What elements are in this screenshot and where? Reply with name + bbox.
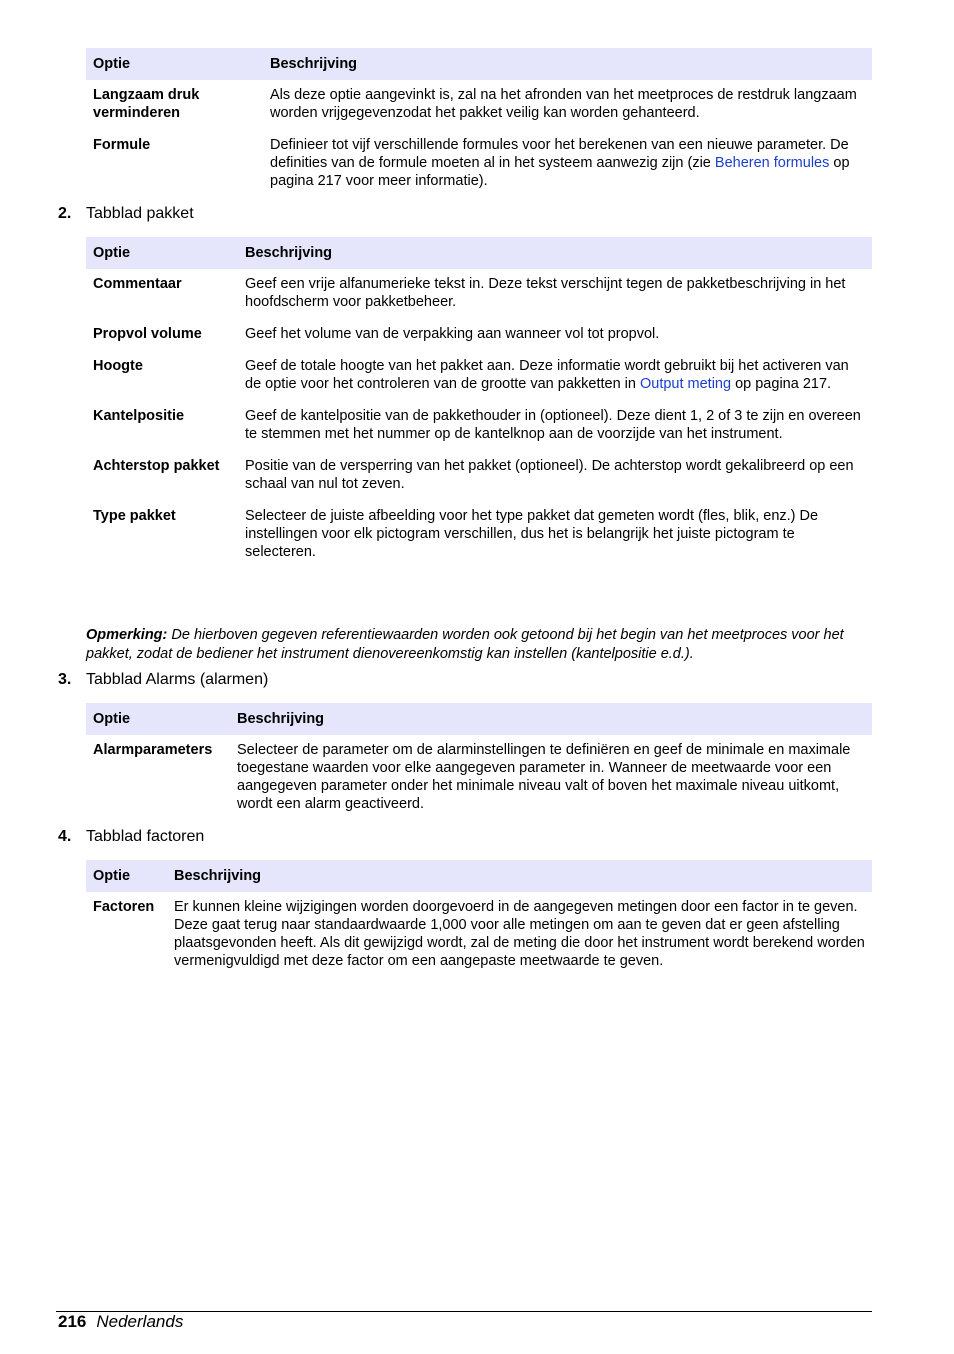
- option-name: Type pakket: [93, 508, 176, 524]
- description-text: op pagina 217 voor meer informatie).: [270, 155, 850, 189]
- table-row: [86, 319, 872, 351]
- column-header-option: Optie: [86, 237, 238, 269]
- step-number: 4.: [58, 828, 72, 845]
- beheren-formules-link[interactable]: Beheren formules: [714, 155, 830, 171]
- page-footer: [58, 1312, 183, 1332]
- options-table-2: [86, 237, 872, 569]
- table-header-row: [86, 237, 872, 269]
- page-number: 216: [58, 1312, 87, 1331]
- options-table-1: [86, 48, 872, 198]
- option-description: [263, 130, 872, 198]
- note-label: Opmerking:: [86, 627, 168, 643]
- option-name: Achterstop pakket: [93, 458, 220, 474]
- option-description: [238, 351, 872, 401]
- note: [86, 626, 872, 664]
- table-row: [86, 269, 872, 319]
- table-row: [86, 892, 872, 978]
- option-name: Alarmparameters: [93, 742, 213, 758]
- description-text: op pagina 217.: [731, 376, 832, 392]
- description-text: Geef de totale hoogte van het pakket aan. Deze informatie wordt gebruikt bij het activeren van de optie voor het controleren van de grootte van pakketten in: [245, 358, 849, 392]
- step-number: 2.: [58, 205, 72, 222]
- options-table-3: [86, 703, 872, 821]
- note-text: De hierboven gegeven referentiewaarden worden ook getoond bij het begin van het meetproces voor het pakket, zodat de bediener het instrument dienovereenkomstig kan instellen (kantelpositie e.d.).: [86, 627, 844, 662]
- table-header-row: [86, 860, 872, 892]
- step-label: Tabblad factoren: [86, 828, 205, 845]
- option-description: Geef de kantelpositie van de pakkethouder in (optioneel). Deze dient 1, 2 of 3 te zijn en overeen te stemmen met het nummer op de kantelknop aan de voorzijde van het instrument.: [245, 408, 861, 442]
- option-description: Als deze optie aangevinkt is, zal na het afronden van het meetproces de restdruk langzaam worden vrijgegevenzodat het pakket veilig kan worden gehanteerd.: [270, 87, 857, 121]
- table-row: [86, 80, 872, 130]
- option-name: Kantelpositie: [93, 408, 185, 424]
- option-name: Hoogte: [93, 358, 143, 374]
- table-row: [86, 501, 872, 569]
- column-header-option: Optie: [86, 48, 263, 80]
- option-name: Commentaar: [93, 276, 182, 292]
- option-description: Selecteer de juiste afbeelding voor het type pakket dat gemeten wordt (fles, blik, enz.) De instellingen voor elk pictogram verschillen, dus het is belangrijk het juiste pictogram te selecteren.: [245, 508, 819, 560]
- column-header-option: Optie: [86, 703, 230, 735]
- option-description: Selecteer de parameter om de alarminstellingen te definiëren en geef de minimale en maximale toegestane waarden voor elke aangegeven parameter in. Wanneer de meetwaarde voor een aangegeven parameter onder het minimale niveau valt of boven het maximale niveau uitkomt, wordt een alarm geactiveerd.: [237, 742, 851, 812]
- step-number: 3.: [58, 671, 72, 688]
- column-header-description: Beschrijving: [167, 860, 872, 892]
- step-4: [58, 827, 204, 847]
- option-name: Formule: [93, 137, 151, 153]
- column-header-description: Beschrijving: [263, 48, 872, 80]
- output-meting-link[interactable]: Output meting: [639, 376, 732, 392]
- table-row: [86, 351, 872, 401]
- option-description: Er kunnen kleine wijzigingen worden doorgevoerd in de aangegeven metingen door een factor in te geven. Deze gaat terug naar standaardwaarde 1,000 voor alle metingen om aan te geven dat er geen afstelling plaatsgevonden heeft. Als dit gewijzigd wordt, zal de meting die door het instrument wordt berekend worden vermenigvuldigd met deze factor om een aangepaste meetwaarde te geven.: [174, 899, 865, 969]
- table-row: [86, 401, 872, 451]
- options-table-4: [86, 860, 872, 978]
- column-header-description: Beschrijving: [230, 703, 872, 735]
- step-label: Tabblad Alarms (alarmen): [86, 671, 269, 688]
- table-header-row: [86, 48, 872, 80]
- option-name: Factoren: [93, 899, 155, 915]
- description-text: Definieer tot vijf verschillende formules voor het berekenen van een nieuwe parameter. De definities van de formule moeten al in het systeem aanwezig zijn (zie: [270, 137, 849, 171]
- option-name: Propvol volume: [93, 326, 202, 342]
- table-row: [86, 451, 872, 501]
- step-label: Tabblad pakket: [86, 205, 194, 222]
- table-row: [86, 130, 872, 198]
- option-description: Positie van de versperring van het pakket (optioneel). De achterstop wordt gekalibreerd op een schaal van nul tot zeven.: [245, 458, 854, 492]
- step-2: [58, 204, 194, 224]
- column-header-description: Beschrijving: [238, 237, 872, 269]
- column-header-option: Optie: [86, 860, 167, 892]
- option-description: Geef het volume van de verpakking aan wanneer vol tot propvol.: [245, 326, 660, 342]
- option-name: Langzaam druk verminderen: [93, 87, 200, 121]
- table-header-row: [86, 703, 872, 735]
- option-description: Geef een vrije alfanumerieke tekst in. Deze tekst verschijnt tegen de pakketbeschrijving in het hoofdscherm voor pakketbeheer.: [245, 276, 846, 310]
- footer-language: Nederlands: [96, 1312, 184, 1331]
- table-row: [86, 735, 872, 821]
- step-3: [58, 670, 268, 690]
